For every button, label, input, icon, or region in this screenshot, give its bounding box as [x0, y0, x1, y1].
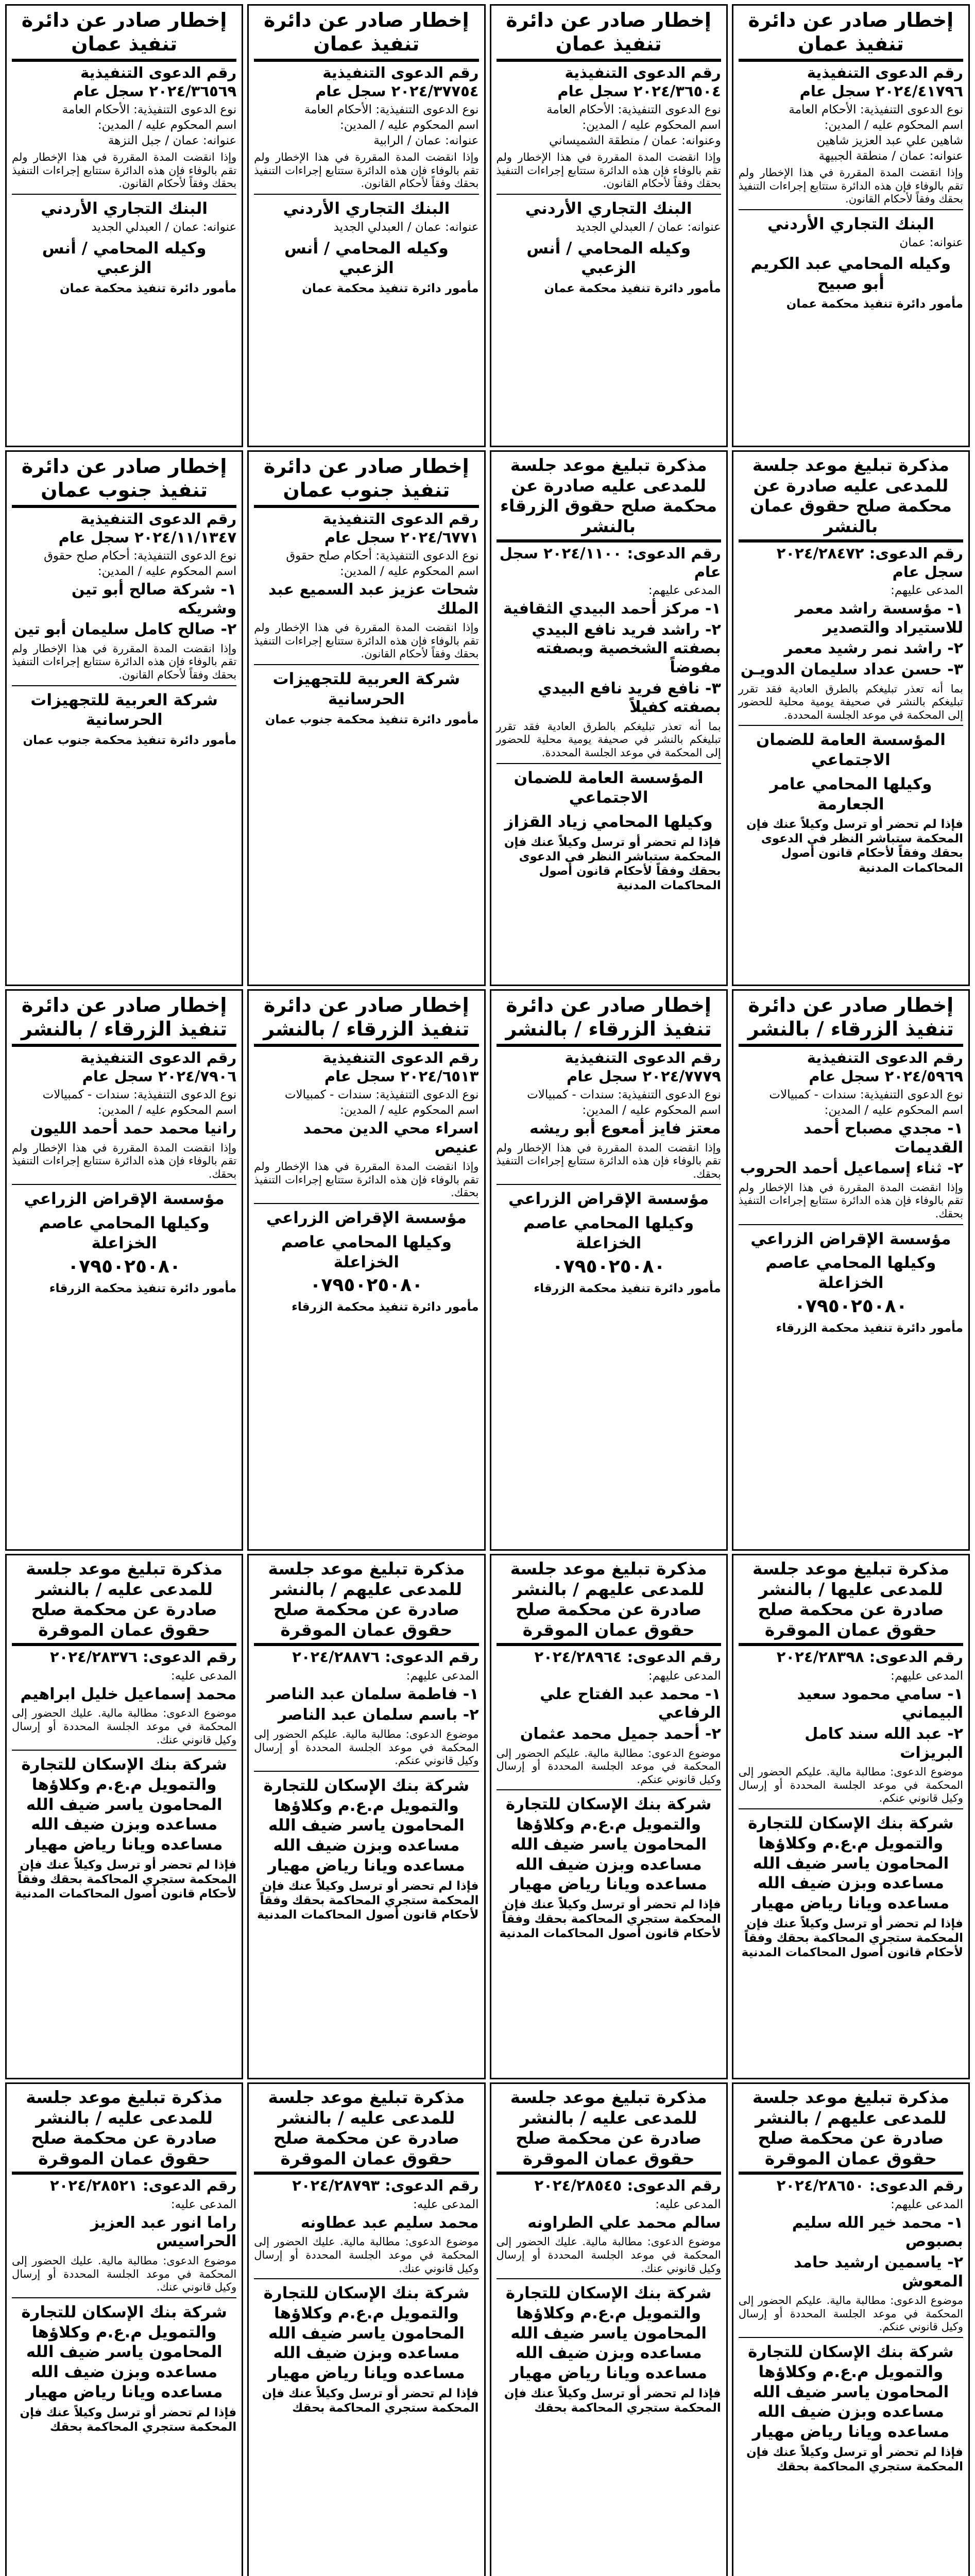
creditor-agent: وكيلها المحامي عاصم الخزاعلة [765, 1253, 936, 1293]
notice-body-text: موضوع الدعوى: مطالبة مالية. عليك الحضور إلى المحكمة في موعد الجلسة المحددة أو إرسال وكيل قانوني عنك. [12, 2254, 237, 2294]
defendant-name: شحات عزيز عبد السميع عبد الملك [268, 581, 479, 618]
creditor-name: شركة بنك الإسكان للتجارة والتمويل م.ع.م وكلاؤها المحامون ياسر ضيف الله مساعده وبزن ضيف الله مساعده ويانا رياض مهيار [505, 1795, 712, 1894]
notice-body-text: موضوع الدعوى: مطالبة مالية. عليكم الحضور إلى المحكمة في موعد الجلسة المحددة أو إرسال وكيل قانوني عنكم. [496, 1747, 721, 1786]
notice-body-text: وإذا انقضت المدة المقررة في هذا الإخطار ولم تقم بالوفاء فإن هذه الدائرة ستتابع إجراءات التنفيذ بحقك. [12, 1141, 237, 1180]
notice-detail-line: نوع الدعوى التنفيذية: سندات - كمبيالات [284, 1088, 479, 1101]
case-number: رقم الدعوى: ٢٠٢٤/٢٨٣٧٦ [49, 1648, 237, 1666]
creditor-agent: وكيلها المحامي عاصم الخزاعلة [39, 1214, 210, 1252]
notice-footer: فإذا لم تحضر أو ترسل وكيلاً عنك فإن المحكمة ستجري المحاكمة بحقك [20, 2405, 237, 2434]
notice-footer: مأمور دائرة تنفيذ محكمة عمان [786, 297, 963, 311]
notice-body-text: وإذا انقضت المدة المقررة في هذا الإخطار ولم تقم بالوفاء فإن هذه الدائرة ستتابع إجراءات التنفيذ بحقك وفقاً لأحكام القانون. [254, 151, 479, 190]
defendant-name: ٣- حسن عداد سليمان الدويـن [740, 660, 963, 679]
notice-detail-line: نوع الدعوى التنفيذية: الأحكام العامة [546, 103, 721, 116]
creditor-agent: وكيلها المحامي عاصم الخزاعلة [281, 1232, 452, 1272]
notice-body-text: موضوع الدعوى: مطالبة مالية. عليك الحضور إلى المحكمة في موعد الجلسة المحددة أو إرسال وكيل قانوني عنك. [496, 2235, 721, 2275]
section-divider [497, 2278, 721, 2279]
heading-divider [254, 2172, 478, 2175]
notice-footer: مأمور دائرة تنفيذ محكمة عمان [302, 282, 479, 296]
creditor-name: شركة بنك الإسكان للتجارة والتمويل م.ع.م وكلاؤها المحامون ياسر ضيف الله مساعده وبزن ضيف الله مساعده ويانا رياض مهيار [505, 2284, 712, 2383]
heading-divider [739, 2172, 963, 2175]
heading-divider [497, 2172, 721, 2175]
creditor-name: شركة بنك الإسكان للتجارة والتمويل م.ع.م وكلاؤها المحامون ياسر ضيف الله مساعده وبزن ضيف الله مساعده ويانا رياض مهيار [748, 2343, 954, 2441]
legal-notice [732, 989, 970, 1551]
notice-body-text: موضوع الدعوى: مطالبة مالية. عليك الحضور إلى المحكمة في موعد الجلسة المحددة أو إرسال وكيل قانوني عنك. [12, 1707, 237, 1746]
case-number: رقم الدعوى: ٢٠٢٤/١١٠٠ سجل عام [499, 545, 721, 581]
notice-footer: فإذا لم تحضر أو ترسل وكيلاً عنك فإن المحكمة ستجري المحاكمة بحقك [746, 2445, 963, 2473]
defendant-name: ٢- راشد فريد نافع البيدي بصفته الشخصية وبصفته مفوضاً [532, 620, 721, 676]
notice-detail-line: اسم المحكوم عليه / المدين: [340, 564, 479, 578]
heading-divider [12, 1643, 236, 1646]
creditor-name: البنك التجاري الأردني [283, 199, 450, 218]
notice-heading: مذكرة تبليغ موعد جلسة للمدعى عليه صادرة عن محكمة صلح حقوق الزرقاء بالنشر [500, 455, 717, 536]
notice-detail-line: عنوانه: عمان / جبل النزهة [108, 134, 237, 148]
notice-detail-line: المدعى عليه: [413, 2197, 479, 2211]
notice-heading: مذكرة تبليغ موعد جلسة للمدعى عليهم / بالنشر صادرة عن محكمة صلح حقوق عمان الموقرة [752, 2087, 949, 2168]
case-number: رقم الدعوى التنفيذية ٢٠٢٤/٥٩٦٩ سجل عام [807, 1049, 963, 1085]
section-divider [12, 685, 236, 686]
contact-phone: ٠٧٩٥٠٢٥٠٨٠ [67, 1256, 181, 1277]
notice-heading: إخطار صادر عن دائرة تنفيذ الزرقاء / بالنشر [263, 994, 470, 1040]
section-divider [254, 2278, 478, 2279]
creditor-address: عنوانه: عمان / العبدلي الجديد [91, 220, 237, 234]
creditor-name: مؤسسة الإقراض الزراعي [508, 1190, 709, 1209]
legal-notice [247, 989, 485, 1551]
case-number: رقم الدعوى التنفيذية ٢٠٢٤/٣٧٧٥٤ سجل عام [315, 64, 479, 100]
case-number: رقم الدعوى التنفيذية ٢٠٢٤/٦٧٧١ سجل عام [322, 510, 479, 546]
legal-notice [490, 4, 728, 447]
creditor-name: شركة بنك الإسكان للتجارة والتمويل م.ع.م وكلاؤها المحامون ياسر ضيف الله مساعده وبزن ضيف الله مساعده ويانا رياض مهيار [21, 2302, 227, 2401]
legal-notice [247, 2082, 485, 2576]
notice-body-text: موضوع الدعوى: مطالبة مالية. عليك الحضور إلى المحكمة في موعد الجلسة المحددة أو إرسال وكيل قانوني عنك. [254, 2235, 479, 2275]
notice-footer: مأمور دائرة تنفيذ محكمة عمان [544, 282, 721, 296]
notice-detail-line: المدعى عليهم: [406, 1669, 479, 1683]
creditor-name: البنك التجاري الأردني [41, 199, 208, 218]
notice-detail-line: المدعى عليهم: [891, 1669, 963, 1683]
creditor-name: شركة بنك الإسكان للتجارة والتمويل م.ع.م وكلاؤها المحامون ياسر ضيف الله مساعده وبزن ضيف الله مساعده ويانا رياض مهيار [263, 1776, 470, 1875]
defendant-name: ١- محمد عبد الفتاح علي الرفاعي [540, 1685, 721, 1722]
section-divider [12, 194, 236, 195]
creditor-agent: وكيلها المحامي زياد القزاز [504, 812, 713, 832]
creditor-agent: وكيلها المحامي عاصم الخزاعلة [523, 1214, 694, 1252]
case-number: رقم الدعوى التنفيذية ٢٠٢٤/٣٦٥٦٩ سجل عام [73, 64, 237, 100]
section-divider [497, 194, 721, 195]
defendant-name: ١- مؤسسة راشد معمر للاستيراد والتصدير [795, 600, 963, 637]
case-number: رقم الدعوى: ٢٠٢٤/٢٨٦٥٠ [776, 2177, 963, 2195]
notice-footer: مأمور دائرة تنفيذ محكمة الزرقاء [49, 1281, 237, 1295]
notice-detail-line: نوع الدعوى التنفيذية: سندات - كمبيالات [42, 1088, 237, 1101]
legal-notices-page [5, 4, 970, 2576]
defendant-name: ١- مركز أحمد البيدي الثقافية [503, 600, 721, 618]
notice-footer: فإذا لم تحضر أو ترسل وكيلاً عنك فإن المحكمة ستجري المحاكمة بحقك وفقاً لأحكام قانون أصول المحاكمات المدنية [741, 1917, 963, 1959]
defendant-name: رانيا محمد حمد أحمد الليون [30, 1120, 237, 1138]
legal-notice [490, 1554, 728, 2079]
heading-divider [739, 1643, 963, 1646]
heading-divider [497, 1044, 721, 1047]
creditor-name: مؤسسة الإقراض الزراعي [24, 1190, 225, 1209]
case-number: رقم الدعوى التنفيذية ٢٠٢٤/٧٧٧٩ سجل عام [565, 1049, 721, 1085]
creditor-agent: وكيله المحامي / أنس الزعبي [42, 239, 207, 278]
notice-heading: إخطار صادر عن دائرة تنفيذ الزرقاء / بالنشر [747, 994, 954, 1040]
defendant-name: ٢- راشد نمر رشيد معمر [784, 639, 963, 658]
notice-heading: مذكرة تبليغ موعد جلسة للمدعى عليه / بالنشر صادرة عن محكمة صلح حقوق عمان الموقرة [510, 2087, 707, 2168]
defendant-name: اسراء محي الدين محمد عنيص [303, 1120, 479, 1157]
notice-detail-line: اسم المحكوم عليه / المدين: [582, 118, 721, 132]
notice-heading: إخطار صادر عن دائرة تنفيذ الزرقاء / بالنشر [505, 994, 712, 1040]
notice-detail-line: المدعى عليه: [655, 2197, 721, 2211]
notice-footer: فإذا لم تحضر أو ترسل وكيلاً عنك فإن المحكمة ستجري المحاكمة بحقك [504, 2386, 721, 2415]
legal-notice [732, 4, 970, 447]
legal-notice [490, 2082, 728, 2576]
notice-footer: مأمور دائرة تنفيذ محكمة عمان [60, 282, 237, 296]
notice-body-text: وإذا انقضت المدة المقررة في هذا الإخطار ولم تقم بالوفاء فإن هذه الدائرة ستتابع إجراءات التنفيذ بحقك وفقاً لأحكام القانون. [254, 621, 479, 660]
legal-notice [5, 2082, 243, 2576]
section-divider [254, 1203, 478, 1204]
case-number: رقم الدعوى التنفيذية ٢٠٢٤/٧٩٠٦ سجل عام [80, 1049, 237, 1085]
legal-notice [490, 450, 728, 986]
notice-footer: فإذا لم تحضر أو ترسل وكيلاً عنك فإن المحكمة ستجري المحاكمة بحقك [262, 2386, 479, 2415]
contact-phone: ٠٧٩٥٠٢٥٠٨٠ [794, 1295, 908, 1317]
case-number: رقم الدعوى: ٢٠٢٤/٢٨٨٧٦ [292, 1648, 479, 1666]
defendant-name: معتز فايز أمعوع أبو ريشه [529, 1120, 721, 1138]
case-number: رقم الدعوى: ٢٠٢٤/٢٨٩٦٤ [534, 1648, 721, 1666]
section-divider [739, 209, 963, 210]
creditor-agent: وكيله المحامي / أنس الزعبي [284, 239, 449, 278]
defendant-name: راما انور عبد العزيز الحراسيس [90, 2213, 237, 2251]
creditor-name: البنك التجاري الأردني [525, 199, 692, 218]
notice-heading: مذكرة تبليغ موعد جلسة للمدعى عليه صادرة عن محكمة صلح حقوق عمان بالنشر [749, 455, 952, 536]
notice-heading: إخطار صادر عن دائرة تنفيذ جنوب عمان [21, 455, 227, 501]
notice-detail-line: شاهين علي عبد العزيز شاهين [816, 134, 963, 148]
notice-heading: إخطار صادر عن دائرة تنفيذ جنوب عمان [264, 455, 469, 501]
notice-detail-line: اسم المحكوم عليه / المدين: [582, 1103, 721, 1117]
notice-footer: فإذا لم تحضر أو ترسل وكيلاً عنك فإن المحكمة ستجري المحاكمة بحقك وفقاً لأحكام قانون أصول المحاكمات المدنية [14, 1858, 237, 1901]
notice-footer: مأمور دائرة تنفيذ محكمة الزرقاء [292, 1300, 479, 1314]
section-divider [254, 194, 478, 195]
section-divider [12, 1184, 236, 1185]
defendant-name: ٣- نافع فريد نافع البيدي بصفته كفيلاً [538, 679, 721, 717]
legal-notice [732, 450, 970, 986]
legal-notice [5, 989, 243, 1551]
notice-heading: إخطار صادر عن دائرة تنفيذ عمان [748, 9, 954, 55]
notice-heading: مذكرة تبليغ موعد جلسة للمدعى عليهم / بالنشر صادرة عن محكمة صلح حقوق عمان الموقرة [510, 1558, 707, 1640]
notice-body-text: موضوع الدعوى: مطالبة مالية. عليكم الحضور إلى المحكمة في موعد الجلسة المحددة أو إرسال وكيل قانوني عنكم. [738, 1766, 963, 1805]
case-number: رقم الدعوى التنفيذية ٢٠٢٤/٦٥١٣ سجل عام [322, 1049, 479, 1085]
section-divider [739, 725, 963, 726]
notices-grid [5, 4, 970, 2576]
contact-phone: ٠٧٩٥٠٢٥٠٨٠ [310, 1275, 423, 1296]
heading-divider [254, 59, 478, 62]
heading-divider [254, 1044, 478, 1047]
contact-phone: ٠٧٩٥٠٢٥٠٨٠ [552, 1256, 665, 1277]
creditor-agent: وكيله المحامي عبد الكريم أبو صبيح [750, 254, 951, 293]
notice-detail-line: نوع الدعوى التنفيذية: سندات - كمبيالات [527, 1088, 721, 1101]
heading-divider [497, 59, 721, 62]
section-divider [739, 2337, 963, 2338]
notice-detail-line: اسم المحكوم عليه / المدين: [824, 1103, 963, 1117]
section-divider [12, 1750, 236, 1751]
section-divider [739, 1224, 963, 1225]
creditor-name: البنك التجاري الأردني [767, 214, 934, 233]
defendant-name: ٢- باسم سلمان عبد الناصر [278, 1706, 479, 1724]
notice-detail-line: نوع الدعوى التنفيذية: سندات - كمبيالات [769, 1088, 963, 1101]
heading-divider [497, 1643, 721, 1646]
legal-notice [247, 1554, 485, 2079]
notice-detail-line: عنوانه: عمان / منطقة الجبيهة [818, 149, 963, 163]
defendant-name: ٢- صالح كامل سليمان أبو تين [14, 620, 237, 639]
heading-divider [254, 1643, 478, 1646]
case-number: رقم الدعوى التنفيذية ٢٠٢٤/١١/١٣٤٧ سجل عام [58, 510, 237, 546]
notice-body-text: وإذا انقضت المدة المقررة في هذا الإخطار ولم تقم بالوفاء فإن هذه الدائرة ستتابع إجراءات التنفيذ بحقك وفقاً لأحكام القانون. [12, 151, 237, 190]
case-number: رقم الدعوى التنفيذية ٢٠٢٤/٣٦٥٠٤ سجل عام [557, 64, 721, 100]
notice-footer: مأمور دائرة تنفيذ محكمة الزرقاء [776, 1321, 963, 1335]
notice-body-text: وإذا انقضت المدة المقررة في هذا الإخطار ولم تقم بالوفاء فإن هذه الدائرة ستتابع إجراءات التنفيذ بحقك. [254, 1160, 479, 1199]
notice-footer: فإذا لم تحضر أو ترسل وكيلاً عنك فإن المحكمة ستجري المحاكمة بحقك وفقاً لأحكام قانون أصول المحاكمات المدنية [499, 1898, 721, 1941]
case-number: رقم الدعوى: ٢٠٢٤/٢٨٥٢١ [49, 2177, 237, 2195]
notice-detail-line: المدعى عليهم: [891, 2197, 963, 2211]
case-number: رقم الدعوى: ٢٠٢٤/٢٨٧٩٣ [292, 2177, 479, 2195]
heading-divider [254, 505, 478, 508]
notice-body-text: موضوع الدعوى: مطالبة مالية. عليكم الحضور إلى المحكمة في موعد الجلسة المحددة أو إرسال وكيل قانوني عنكم. [254, 1727, 479, 1767]
notice-body-text: بما أنه تعذر تبليغكم بالطرق العادية فقد تقرر تبليغكم بالنشر في صحيفة يومية محلية للحضور إلى المحكمة في موعد الجلسة المحددة. [738, 682, 963, 721]
section-divider [739, 1808, 963, 1809]
legal-notice [732, 2082, 970, 2576]
creditor-name: شركة العربية للتجهيزات الحرسانية [30, 690, 218, 730]
defendant-name: محمد سليم عبد عطاونه [300, 2213, 479, 2232]
defendant-name: ٢- ياسمين ارشيد حامد المعوش [794, 2253, 963, 2291]
notice-heading: إخطار صادر عن دائرة تنفيذ الزرقاء / بالنشر [21, 994, 228, 1040]
heading-divider [497, 539, 721, 543]
notice-detail-line: المدعى عليهم: [891, 584, 963, 598]
notice-detail-line: نوع الدعوى التنفيذية: أحكام صلح حقوق [286, 549, 479, 563]
notice-detail-line: نوع الدعوى التنفيذية: أحكام صلح حقوق [44, 549, 237, 563]
notice-heading: مذكرة تبليغ موعد جلسة للمدعى عليه / بالنشر صادرة عن محكمة صلح حقوق عمان الموقرة [26, 1558, 223, 1640]
notice-footer: مأمور دائرة تنفيذ محكمة جنوب عمان [265, 713, 479, 726]
case-number: رقم الدعوى: ٢٠٢٤/٢٨٣٩٨ [776, 1648, 963, 1666]
heading-divider [12, 1044, 236, 1047]
notice-body-text: وإذا انقضت المدة المقررة في هذا الإخطار ولم تقم بالوفاء فإن هذه الدائرة ستتابع إجراءات التنفيذ بحقك وفقاً لأحكام القانون. [12, 642, 237, 682]
defendant-name: محمد إسماعيل خليل ابراهيم [20, 1685, 237, 1703]
notice-body-text: وإذا انقضت المدة المقررة في هذا الإخطار ولم تقم بالوفاء فإن هذه الدائرة ستتابع إجراءات التنفيذ بحقك وفقاً لأحكام القانون. [738, 166, 963, 206]
notice-detail-line: المدعى عليهم: [648, 1669, 721, 1683]
notice-detail-line: المدعى عليه: [170, 1669, 237, 1683]
legal-notice [732, 1554, 970, 2079]
creditor-name: شركة بنك الإسكان للتجارة والتمويل م.ع.م وكلاؤها المحامون ياسر ضيف الله مساعده وبزن ضيف الله مساعده ويانا رياض مهيار [748, 1814, 954, 1912]
notice-heading: مذكرة تبليغ موعد جلسة للمدعى عليهم / بالنشر صادرة عن محكمة صلح حقوق عمان الموقرة [268, 1558, 465, 1640]
notice-footer: فإذا لم تحضر أو ترسل وكيلاً عنك فإن المحكمة ستباشر النظر في الدعوى بحقك وفقاً لأحكام قانون أصول المحاكمات المدنية [504, 835, 721, 892]
section-divider [497, 1184, 721, 1185]
heading-divider [739, 59, 963, 62]
notice-detail-line: المدعى عليه: [170, 2197, 237, 2211]
creditor-agent: وكيله المحامي / أنس الزعبي [526, 239, 691, 278]
notice-detail-line: اسم المحكوم عليه / المدين: [824, 118, 963, 132]
notice-detail-line: نوع الدعوى التنفيذية: الأحكام العامة [62, 103, 237, 116]
notice-body-text: وإذا انقضت المدة المقررة في هذا الإخطار ولم تقم بالوفاء فإن هذه الدائرة ستتابع إجراءات التنفيذ بحقك. [738, 1181, 963, 1221]
creditor-address: عنوانه: عمان [899, 235, 963, 249]
case-number: رقم الدعوى التنفيذية ٢٠٢٤/٤١٧٩٦ سجل عام [799, 64, 963, 100]
section-divider [497, 1789, 721, 1790]
notice-body-text: وإذا انقضت المدة المقررة في هذا الإخطار ولم تقم بالوفاء فإن هذه الدائرة ستتابع إجراءات التنفيذ بحقك وفقاً لأحكام القانون. [496, 151, 721, 190]
creditor-address: عنوانه: عمان / العبدلي الجديد [575, 220, 721, 234]
legal-notice [5, 450, 243, 986]
notice-body-text: وإذا انقضت المدة المقررة في هذا الإخطار ولم تقم بالوفاء فإن هذه الدائرة ستتابع إجراءات التنفيذ بحقك. [496, 1141, 721, 1180]
creditor-name: مؤسسة الإقراض الزراعي [750, 1229, 951, 1248]
defendant-name: ١- محمد خير الله سليم بصبوص [792, 2213, 963, 2251]
notice-detail-line: نوع الدعوى التنفيذية: الأحكام العامة [304, 103, 479, 116]
defendant-name: سالم محمد علي الطراونه [527, 2213, 721, 2232]
notice-detail-line: اسم المحكوم عليه / المدين: [340, 118, 479, 132]
creditor-name: مؤسسة الإقراض الزراعي [266, 1209, 467, 1228]
legal-notice [490, 989, 728, 1551]
defendant-name: ١- سامي محمود سعيد البيماني [797, 1685, 963, 1722]
notice-heading: إخطار صادر عن دائرة تنفيذ عمان [264, 9, 469, 55]
notice-heading: إخطار صادر عن دائرة تنفيذ عمان [21, 9, 227, 55]
creditor-name: شركة العربية للتجهيزات الحرسانية [272, 670, 460, 708]
creditor-address: عنوانه: عمان / العبدلي الجديد [333, 220, 479, 234]
notice-footer: فإذا لم تحضر أو ترسل وكيلاً عنك فإن المحكمة ستجري المحاكمة بحقك وفقاً لأحكام قانون أصول المحاكمات المدنية [257, 1879, 479, 1922]
legal-notice [5, 1554, 243, 2079]
legal-notice [247, 4, 485, 447]
notice-detail-line: وعنوانه: عمان / منطقة الشميساني [549, 134, 721, 148]
heading-divider [739, 539, 963, 543]
notice-footer: فإذا لم تحضر أو ترسل وكيلاً عنك فإن المحكمة ستباشر النظر في الدعوى بحقك وفقاً لأحكام قانون أصول المحاكمات المدنية [746, 818, 963, 875]
notice-heading: إخطار صادر عن دائرة تنفيذ عمان [506, 9, 711, 55]
legal-notice [247, 450, 485, 986]
notice-heading: مذكرة تبليغ موعد جلسة للمدعى عليه / بالنشر صادرة عن محكمة صلح حقوق عمان الموقرة [268, 2087, 465, 2168]
notice-detail-line: اسم المحكوم عليه / المدين: [97, 564, 237, 578]
notice-footer: مأمور دائرة تنفيذ محكمة الزرقاء [534, 1281, 721, 1295]
section-divider [12, 2297, 236, 2298]
notice-footer: مأمور دائرة تنفيذ محكمة جنوب عمان [23, 734, 237, 748]
notice-detail-line: اسم المحكوم عليه / المدين: [97, 1103, 237, 1117]
notice-body-text: موضوع الدعوى: مطالبة مالية. عليكم الحضور إلى المحكمة في موعد الجلسة المحددة أو إرسال وكيل قانوني عنكم. [738, 2294, 963, 2333]
notice-detail-line: المدعى عليهم: [648, 584, 721, 598]
notice-body-text: بما أنه تعذر تبليغكم بالطرق العادية فقد تقرر تبليغكم بالنشر في صحيفة يومية محلية للحضور إلى المحكمة في موعد الجلسة المحددة. [496, 720, 721, 759]
heading-divider [12, 505, 236, 508]
defendant-name: ١- شركة صالح أبو تين وشريكه [71, 581, 237, 618]
case-number: رقم الدعوى: ٢٠٢٤/٢٨٥٤٥ [534, 2177, 721, 2195]
section-divider [497, 763, 721, 764]
defendant-name: ١- فاطمة سلمان عبد الناصر [266, 1685, 479, 1703]
creditor-name: المؤسسة العامة للضمان الاجتماعي [514, 768, 704, 807]
notice-detail-line: نوع الدعوى التنفيذية: الأحكام العامة [789, 103, 963, 116]
creditor-agent: وكيلها المحامي عامر الجعارمة [769, 774, 932, 814]
notice-detail-line: عنوانه: عمان / الرابية [373, 134, 479, 148]
creditor-name: المؤسسة العامة للضمان الاجتماعي [756, 731, 946, 770]
section-divider [254, 664, 478, 665]
legal-notice [5, 4, 243, 447]
heading-divider [739, 1044, 963, 1047]
defendant-name: ٢- أحمد جميل محمد عثمان [520, 1724, 721, 1743]
creditor-name: شركة بنك الإسكان للتجارة والتمويل م.ع.م وكلاؤها المحامون ياسر ضيف الله مساعده وبزن ضيف الله مساعده ويانا رياض مهيار [263, 2284, 470, 2383]
defendant-name: ٢- عبد الله سند كامل البريزات [805, 1724, 963, 1762]
heading-divider [12, 59, 236, 62]
case-number: رقم الدعوى: ٢٠٢٤/٢٨٤٧٢ سجل عام [776, 545, 963, 581]
notice-heading: مذكرة تبليغ موعد جلسة للمدعى عليه / بالنشر صادرة عن محكمة صلح حقوق عمان الموقرة [26, 2087, 223, 2168]
defendant-name: ٢- ثناء إسماعيل أحمد الحروب [740, 1159, 963, 1178]
notice-detail-line: اسم المحكوم عليه / المدين: [340, 1103, 479, 1117]
creditor-name: شركة بنك الإسكان للتجارة والتمويل م.ع.م وكلاؤها المحامون ياسر ضيف الله مساعده وبزن ضيف الله مساعده ويانا رياض مهيار [21, 1755, 227, 1854]
notice-detail-line: اسم المحكوم عليه / المدين: [97, 118, 237, 132]
notice-heading: مذكرة تبليغ موعد جلسة للمدعى عليها / بالنشر صادرة عن محكمة صلح حقوق عمان الموقرة [752, 1558, 949, 1640]
heading-divider [12, 2172, 236, 2175]
defendant-name: ١- مجدي مصباح أحمد القديمات [803, 1120, 963, 1157]
section-divider [254, 1771, 478, 1772]
